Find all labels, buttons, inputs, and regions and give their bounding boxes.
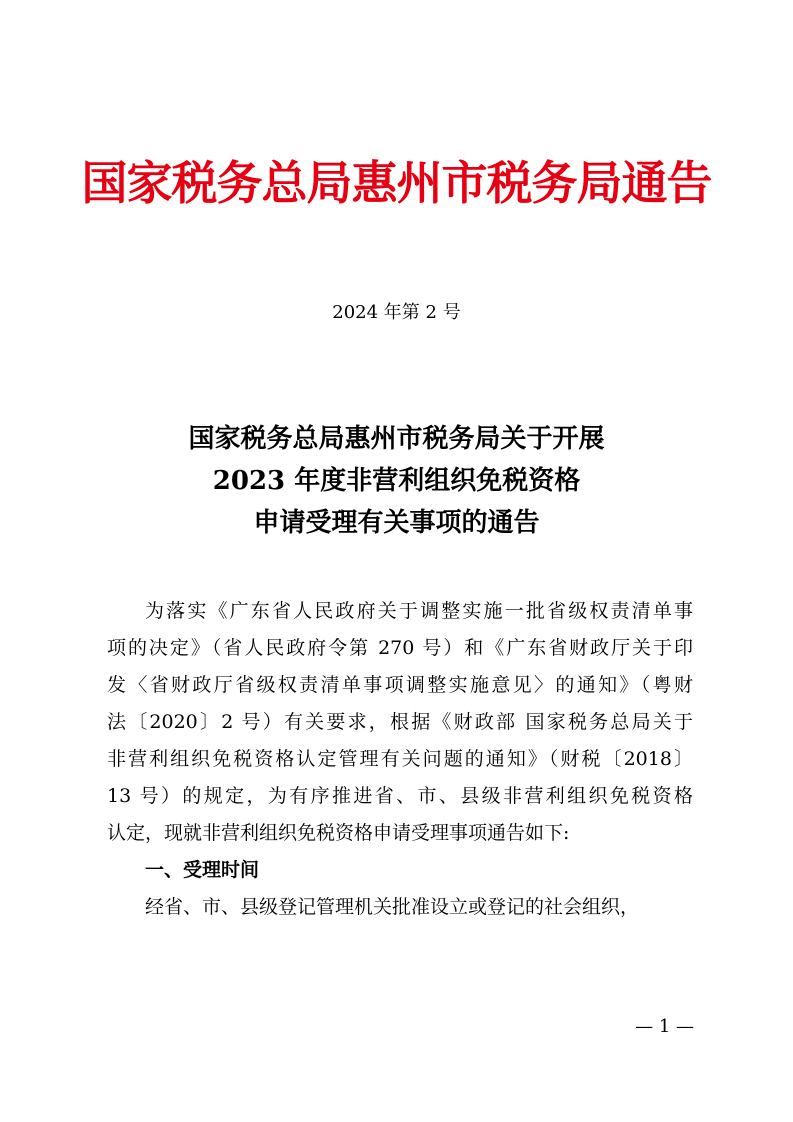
document-number: 2024 年第 2 号 xyxy=(332,302,461,323)
paragraph-2 xyxy=(107,889,693,926)
page-number: — 1 — xyxy=(635,1016,694,1037)
paragraph-1-line: 为落实《广东省人民政府关于调整实施一批省级权责清单事 xyxy=(145,600,693,622)
section-heading-acceptance-time: 一、受理时间 xyxy=(145,859,260,881)
paragraph-1-line: 认定，现就非营利组织免税资格申请受理事项通告如下: xyxy=(107,822,570,844)
paragraph-1-line: 项的决定》（省人民政府令第 270 号）和《广东省财政厅关于印 xyxy=(107,637,693,659)
title-line-2: 2023 年度非营利组织免税资格 xyxy=(212,466,581,496)
paragraph-1-line: 13 号）的规定，为有序推进省、市、县级非营利组织免税资格 xyxy=(107,785,693,807)
notice-body xyxy=(107,593,693,926)
masthead-title: 国家税务总局惠州市税务局通告 xyxy=(81,156,712,210)
paragraph-1-line: 非营利组织免税资格认定管理有关问题的通知》（财税〔2018〕 xyxy=(107,748,693,770)
paragraph-2-line: 经省、市、县级登记管理机关批准设立或登记的社会组织， xyxy=(145,896,640,918)
notice-title xyxy=(0,418,793,544)
paragraph-1 xyxy=(107,593,693,852)
paragraph-1-line: 发〈省财政厅省级权责清单事项调整实施意见〉的通知》（粤财 xyxy=(107,674,693,696)
title-line-1: 国家税务总局惠州市税务局关于开展 xyxy=(188,424,605,454)
title-line-3: 申请受理有关事项的通告 xyxy=(253,508,540,538)
paragraph-1-line: 法〔2020〕2 号）有关要求，根据《财政部 国家税务总局关于 xyxy=(107,711,693,733)
